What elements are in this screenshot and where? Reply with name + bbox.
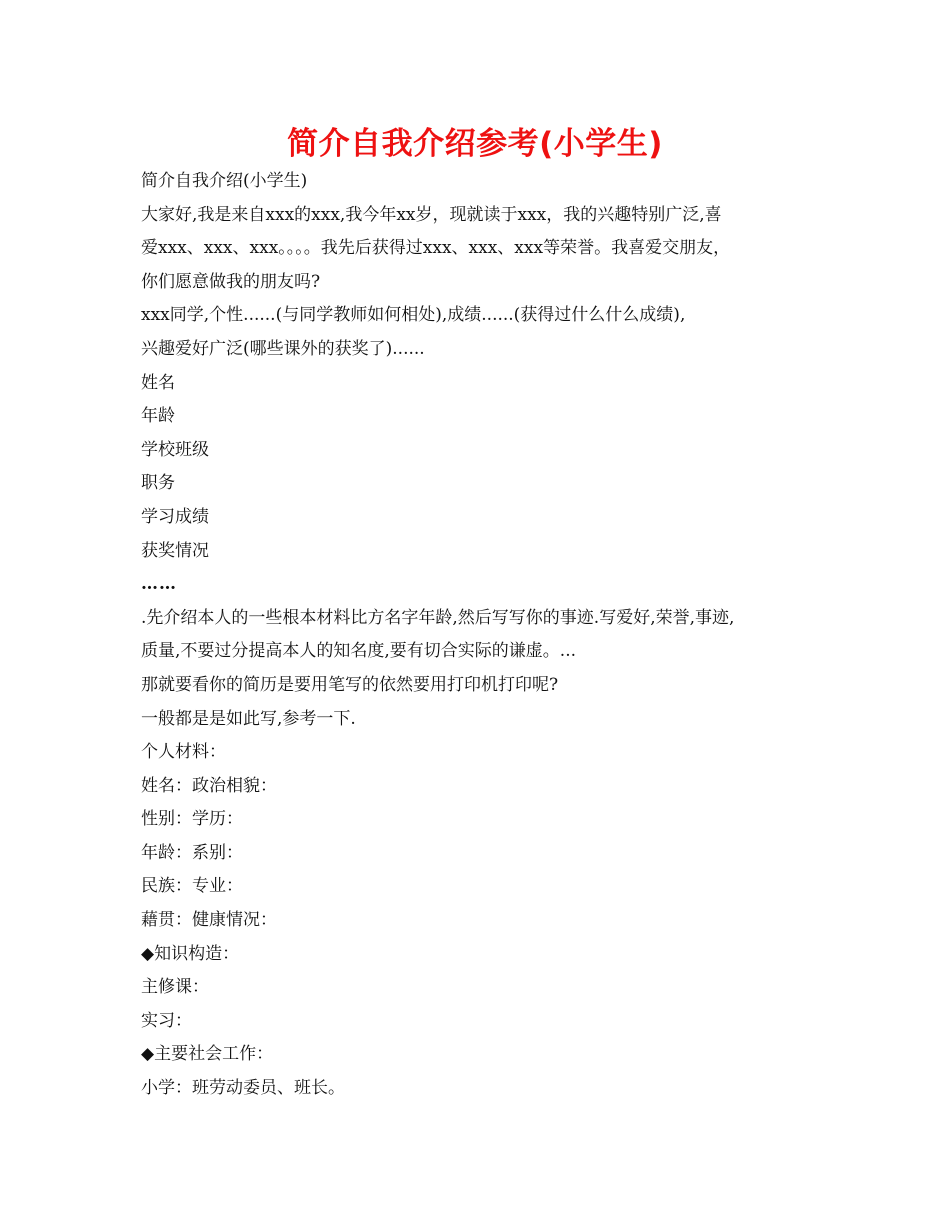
body-subtitle: 简介自我介绍(小学生) [141,171,308,191]
section-heading-knowledge: ◆知识构造： [141,943,240,964]
paragraph-line: 一般都是是如此写,参考一下. [141,708,356,729]
form-line: 民族：专业： [141,876,243,897]
form-line: 小学：班劳动委员、班长。 [141,1078,345,1099]
form-line: 藉贯：健康情况： [141,910,277,931]
form-line: 实习： [141,1010,192,1031]
document-body [141,165,813,1106]
paragraph-line: 那就要看你的简历是要用笔写的依然要用打印机打印呢? [141,674,559,695]
field-grades: 学习成绩 [141,506,209,527]
ellipsis-line: …… [141,574,177,595]
paragraph-line: 爱xxx、xxx、xxx。。。。我先后获得过xxx、xxx、xxx等荣誉。我喜爱交朋友， [141,238,731,259]
paragraph-line: 你们愿意做我的朋友吗? [141,271,321,292]
paragraph-line: .先介绍本人的一些根本材料比方名字年龄,然后写写你的事迹.写爱好,荣誉,事迹, [141,607,735,628]
form-line: 年龄：系别： [141,842,243,863]
section-heading-social-work: ◆主要社会工作： [141,1044,274,1065]
field-school-class: 学校班级 [141,439,209,460]
paragraph-line: xxx同学,个性......(与同学教师如何相处),成绩......(获得过什么什么成绩), [141,305,686,326]
form-line: 主修课： [141,977,209,998]
field-position: 职务 [141,473,175,494]
form-line: 性别：学历： [141,809,243,830]
form-line: 姓名：政治相貌： [141,775,277,796]
section-heading-personal-info: 个人材料： [141,742,226,763]
paragraph-line: 兴趣爱好广泛(哪些课外的获奖了)...... [141,338,425,359]
paragraph-line: 质量,不要过分提高本人的知名度,要有切合实际的谦虚。... [141,641,577,662]
field-name: 姓名 [141,372,175,393]
paragraph-line: 大家好,我是来自xxx的xxx,我今年xx岁，现就读于xxx，我的兴趣特别广泛,喜 [141,204,722,225]
field-age: 年龄 [141,406,175,427]
document-title: 简介自我介绍参考(小学生) [287,126,663,162]
field-awards: 获奖情况 [141,540,209,561]
